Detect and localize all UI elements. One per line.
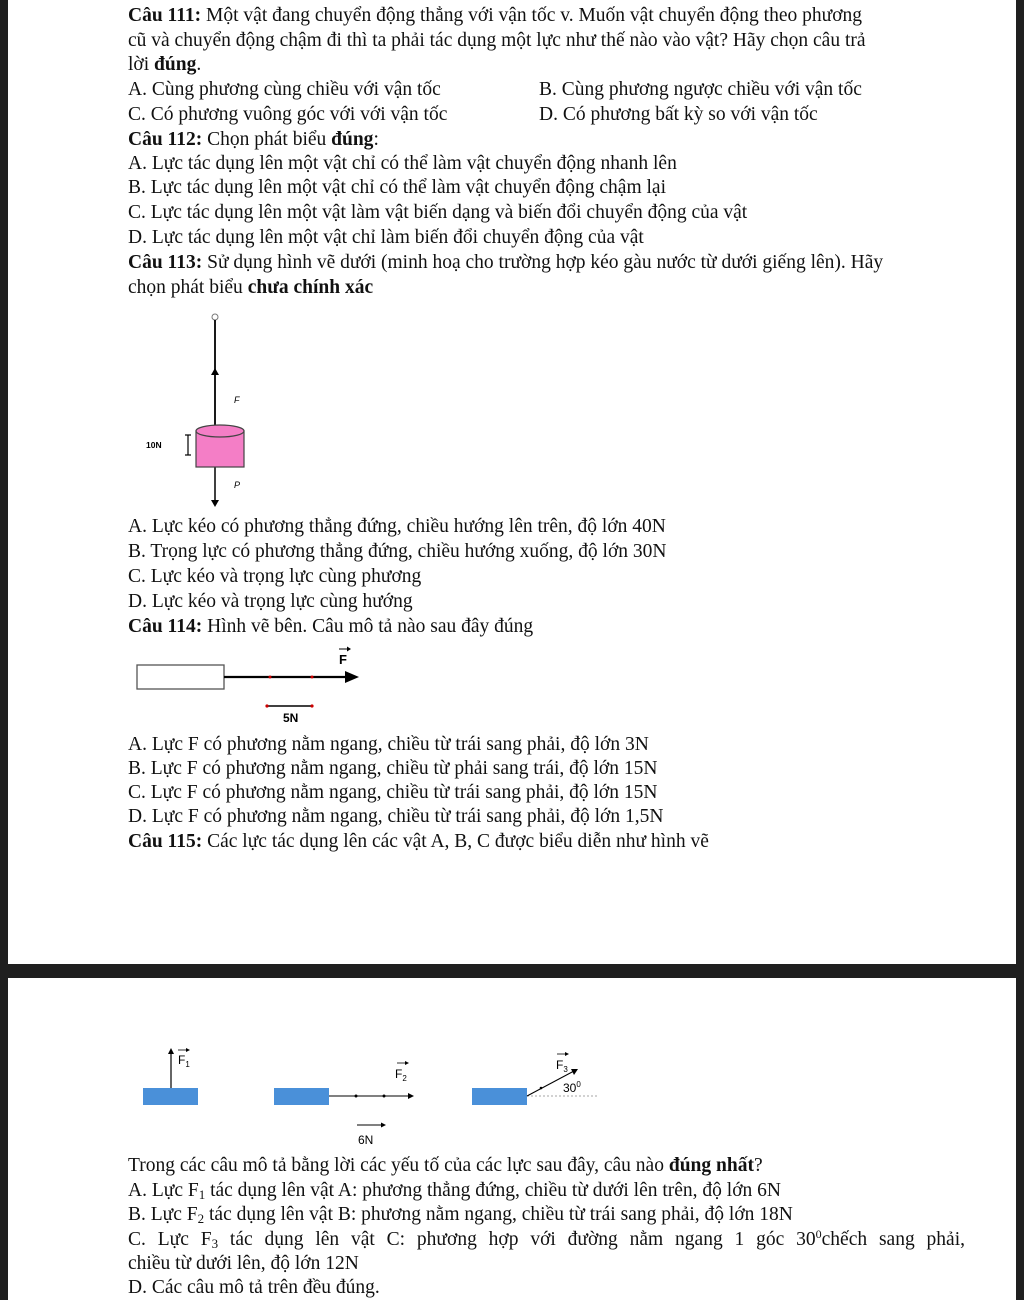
q112-option-b: B. Lực tác dụng lên một vật chỉ có thể làm vật chuyển động chậm lại — [128, 177, 666, 198]
q113-option-d: D. Lực kéo và trọng lực cùng hướng — [128, 591, 413, 612]
q112-label: Câu 112: — [128, 129, 203, 150]
q114-option-d: D. Lực F có phương nằm ngang, chiều từ trái sang phải, độ lớn 1,5N — [128, 806, 664, 827]
q111-label: Câu 111: — [128, 5, 202, 26]
q115-option-d: D. Các câu mô tả trên đều đúng. — [128, 1277, 380, 1298]
q114-label: Câu 114: — [128, 616, 203, 637]
force-p-arrowhead — [211, 500, 219, 507]
scale-label: 6N — [358, 1133, 374, 1147]
q113-label: Câu 113: — [128, 252, 203, 273]
scale-label: 5N — [283, 711, 299, 725]
q114-stem: Câu 114: Hình vẽ bên. Câu mô tả nào sau đây đúng — [128, 616, 534, 637]
force-f3-label: $F_3$ — [556, 1058, 568, 1074]
q115-label: Câu 115: — [128, 831, 203, 852]
q115-stem: Câu 115: Các lực tác dụng lên các vật A, B, C được biểu diễn như hình vẽ — [128, 831, 709, 852]
q113-option-c: C. Lực kéo và trọng lực cùng phương — [128, 566, 422, 587]
q114-option-c: C. Lực F có phương nằm ngang, chiều từ trái sang phải, độ lớn 15N — [128, 782, 658, 803]
q111-option-a: A. Cùng phương cùng chiều với vận tốc — [128, 79, 441, 100]
force-p-label: P — [234, 480, 241, 490]
q115-option-c-line-2: chiều từ dưới lên, độ lớn 12N — [128, 1253, 359, 1274]
q111-line-1: Câu 111: Một vật đang chuyển động thẳng với vận tốc v. Muốn vật chuyển động theo phương — [128, 5, 863, 26]
bucket-rim — [196, 425, 244, 437]
q115-option-b: B. Lực $F_2$ tác dụng lên vật B: phương nằm ngang, chiều từ trái sang phải, độ lớn 18N — [128, 1204, 793, 1226]
force-f-label: F — [339, 652, 347, 667]
scale-label: 10N — [146, 440, 162, 450]
force-f-label: F — [234, 395, 240, 405]
force-f-arrowhead — [211, 368, 219, 375]
q113-option-b: B. Trọng lực có phương thẳng đứng, chiều hướng xuống, độ lớn 30N — [128, 541, 667, 562]
q115-option-c: C. Lực $F_3$ tác dụng lên vật C: phương hợp với đường nằm ngang 1 góc $30^0chếch$ sang phải, — [128, 1227, 965, 1251]
q111-option-d: D. Có phương bất kỳ so với vận tốc — [539, 104, 818, 125]
angle-label: $30^0$ — [563, 1080, 581, 1095]
force-f-arrowhead — [345, 671, 359, 683]
q111-line-3: lời đúng. — [128, 54, 202, 75]
q112-option-c: C. Lực tác dụng lên một vật làm vật biến dạng và biến đổi chuyển động của vật — [128, 202, 748, 223]
q111-line-2: cũ và chuyển động chậm đi thì ta phải tác dụng một lực như thế nào vào vật? Hãy chọn câu trả — [128, 30, 866, 51]
q112-option-a: A. Lực tác dụng lên một vật chỉ có thể làm vật chuyển động nhanh lên — [128, 153, 677, 174]
document-page-2 — [8, 978, 1016, 1300]
q115-option-a: A. Lực $F_1$ tác dụng lên vật A: phương thẳng đứng, chiều từ dưới lên trên, độ lớn 6N — [128, 1180, 781, 1202]
object-c-block — [472, 1088, 527, 1105]
force-f1-label: $F_1$ — [178, 1053, 190, 1069]
q114-option-a: A. Lực F có phương nằm ngang, chiều từ trái sang phải, độ lớn 3N — [128, 734, 649, 755]
q115-question: Trong các câu mô tả bằng lời các yếu tố của các lực sau đây, câu nào đúng nhất? — [128, 1155, 763, 1176]
force-f2-label: $F_2$ — [395, 1067, 407, 1083]
object-b-block — [274, 1088, 329, 1105]
document-page-1 — [8, 0, 1016, 964]
q114-force-figure — [8, 640, 408, 735]
q114-option-b: B. Lực F có phương nằm ngang, chiều từ phải sang trái, độ lớn 15N — [128, 758, 658, 779]
q113-bucket-figure — [8, 300, 308, 515]
q111-option-b: B. Cùng phương ngược chiều với vận tốc — [539, 79, 862, 100]
q113-option-a: A. Lực kéo có phương thẳng đứng, chiều hướng lên trên, độ lớn 40N — [128, 516, 666, 537]
q115-forces-figure — [8, 1030, 628, 1155]
object-a-block — [143, 1088, 198, 1105]
q113-line-2: chọn phát biểu chưa chính xác — [128, 277, 374, 298]
q112-option-d: D. Lực tác dụng lên một vật chỉ làm biến đổi chuyển động của vật — [128, 227, 644, 248]
q111-option-c: C. Có phương vuông góc với với vận tốc — [128, 104, 448, 125]
q113-line-1: Câu 113: Sử dụng hình vẽ dưới (minh hoạ cho trường hợp kéo gàu nước từ dưới giếng lên). Hãy — [128, 252, 884, 273]
pulley-hook-icon — [212, 314, 218, 320]
q112-stem: Câu 112: Chọn phát biểu đúng: — [128, 129, 379, 150]
object-block — [137, 665, 224, 689]
